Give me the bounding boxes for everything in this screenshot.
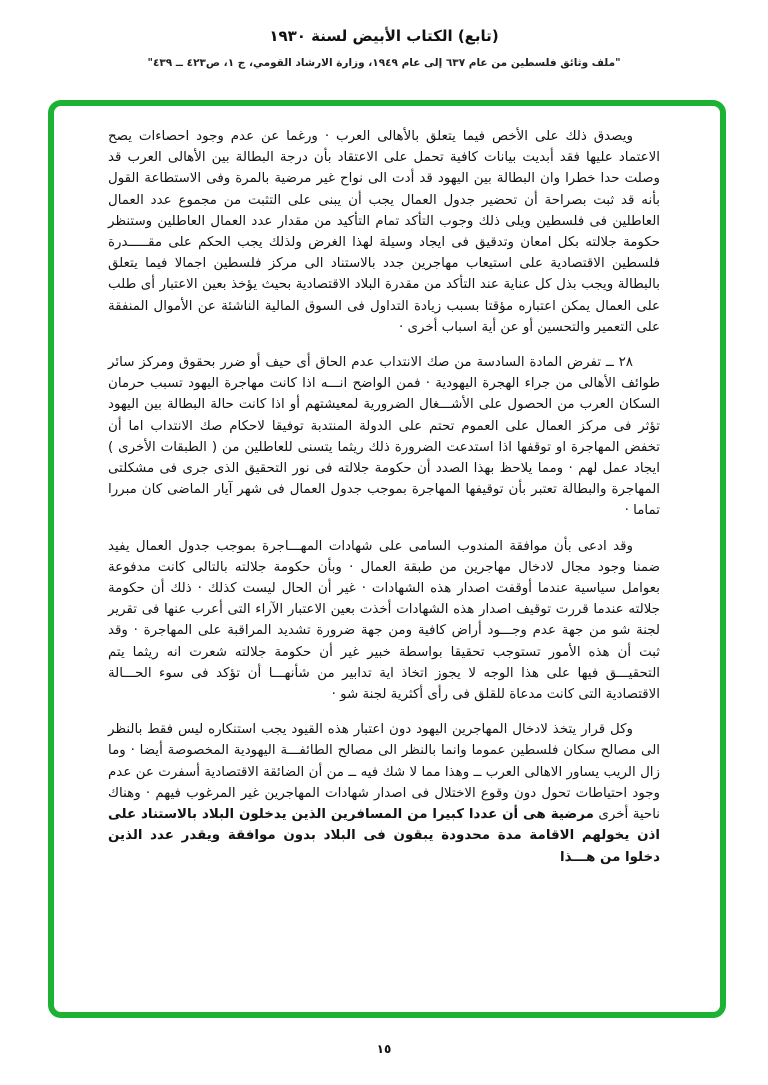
source-citation-line: "ملف وثائق فلسطين من عام ٦٣٧ إلى عام ١٩٤٩، وزارة الارشاد القومي، ج ١، ص٤٢٣ ــ ٤٣٩" xyxy=(147,57,621,69)
paragraph-1-text: ويصدق ذلك على الأخص فيما يتعلق بالأهالى العرب · ورغما عن عدم وجود احصاءات يصح الاعتماد عليها فقد أبديت بيانات كافية تحمل على الاعتقاد بأن درجة البطالة بين الأهالى العرب قد وصلت حدا خطرا وان البطالة بين اليهود قد أدت الى نواح غير مرضية بالمرة وفى الاستطاعة القول بأنه قد ثبت بصراحة أن تحضير جدول العمال يجب أن يبنى على التثبت من مجموع عدد العمال العاطلين فى فلسطين ويلى ذلك وجوب التأكد تمام التأكيد من مقدار عدد العمال العاطلين وستنظر حكومة جلالته بكل امعان وتدقيق فى ايجاد وسيلة لهذا الغرض ولذلك يجب الحكم على مقـــــدرة فلسطين الاقتصادية على استيعاب مهاجرين جدد بالاستناد الى مركز فلسطين اجمالا فيما يتعلق بالبطالة ويجب بذل كل عناية عند التأكد من مقدرة البلاد الاقتصادية بحيث يؤخذ بعين الاعتبار أى طلب على العمال يمكن اعتباره مؤقتا بسبب زيادة التداول فى السوق المالية الناشئة عن الأموال المنفقة على التعمير والتحسين أو عن أية اسباب أخرى · xyxy=(108,129,660,335)
paragraph-2 xyxy=(108,352,660,522)
paragraph-2-text: ٢٨ ــ تفرض المادة السادسة من صك الانتداب عدم الحاق أى حيف أو ضرر بحقوق ومركز سائر طوائف الأهالى من جراء الهجرة اليهودية · فمن الواضح انـــه اذا كانت مهاجرة اليهود تسبب حرمان السكان العرب من الحصول على الأشـــغال الضرورية لمعيشتهم أو اذا كانت حالة البطالة بين اليهود تؤثر فى مركز العمال على العموم تحتم على الدولة المنتدبة توفيقا لاحكام صك الانتداب اما أن تخفض المهاجرة او توقفها اذا استدعت الضرورة ذلك ريثما يتسنى للعاطلين من ( الطبقات الأخرى ) ايجاد عمل لهم · ومما يلاحظ بهذا الصدد أن حكومة جلالته فى نور التحقيق الذى جرى فى مشكلتى المهاجرة والبطالة تعتبر بأن توقيفها المهاجرة بموجب جدول العمال فى شهر آيار الماضى كان مبررا تماما · xyxy=(108,355,660,519)
paragraph-4-text: وكل قرار يتخذ لادخال المهاجرين اليهود دون اعتبار هذه القيود يجب استنكاره ليس فقط بالنظر الى مصالح سكان فلسطين عموما وانما بالنظر الى مصالح الطائفـــة اليهودية المخصوصة أيضا · وما زال الريب يساور الاهالى العرب ــ وهذا مما لا شك فيه ــ من أن الضائقة الاقتصادية أسفرت عن عدم وجود احتياطات تحول دون وقوع الاختلال فى اصدار شهادات المهاجرين غير المرغوب فيهم · وهناك ناحية أخرى xyxy=(108,722,660,823)
paragraph-4-bold-text: مرضية هى أن عددا كبيرا من المسافرين الذين يدخلون البلاد بالاستناد على اذن يخولهم الاقامة مدة محدودة يبقون فى البلاد بدون موافقة ويقدر عدد الذين دخلوا من هـــذا xyxy=(108,807,660,865)
paragraph-3-text: وقد ادعى بأن موافقة المندوب السامى على شهادات المهـــاجرة بموجب جدول العمال يفيد ضمنا وجود مجال لادخال مهاجرين من طبقة العمال · وبأن حكومة جلالته بالتالى كانت مدفوعة بعوامل سياسية عندما أوقفت اصدار هذه الشهادات · غير أن الحال ليست كذلك · ذلك أن حكومة جلالته عندما قررت توقيف اصدار هذه الشهادات أخذت بعين الاعتبار الآراء التى أعرب عنها فى تقرير لجنة شو من جهة عدم وجـــود أراض كافية ومن جهة ضرورة تشديد المراقبة على المهاجرة · وقد ثبت أن هذه الأمور تستوجب تحقيقا بواسطة خبير غير أن حكومة جلالته شعرت انه ريثما يتم التحقيـــق فيها على هذا الوجه لا يجوز اتخاذ اية تدابير من شأنهـــا أن تؤكد فى سوء الحـــالة الاقتصادية التى كانت مدعاة للقلق فى رأى أكثرية لجنة شو · xyxy=(108,538,660,703)
page-title: (تابع) الكتاب الأبيض لسنة ١٩٣٠ xyxy=(269,27,499,45)
paragraph-1 xyxy=(108,126,660,338)
paragraph-4 xyxy=(108,719,660,867)
paragraph-3 xyxy=(108,536,660,706)
document-text-block xyxy=(108,126,660,882)
page-number: ١٥ xyxy=(376,1042,392,1056)
